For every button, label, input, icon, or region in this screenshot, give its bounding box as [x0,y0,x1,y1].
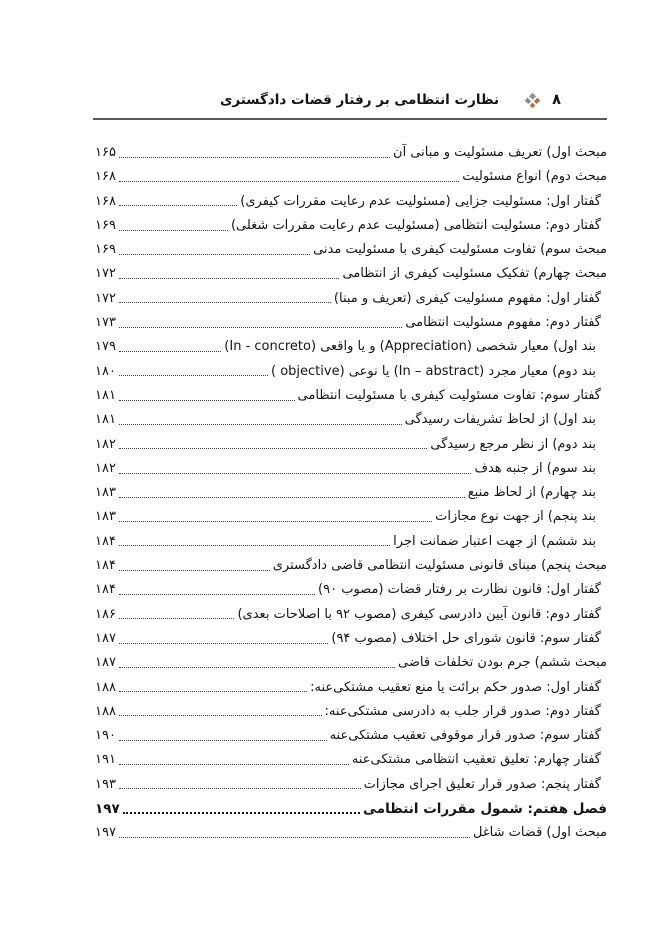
dot-leader [119,375,268,376]
toc-row [95,360,607,384]
table-of-contents [95,141,607,846]
toc-entry-title: بند پنجم) از جهت نوع مجازات [435,509,596,525]
toc-entry-page-number: ۱۸۷ [95,655,116,671]
toc-row [95,821,607,845]
toc-entry-page-number: ۱۸۰ [95,363,116,379]
toc-entry-page-number: ۱۸۴ [95,533,116,549]
toc-entry-title: بند چهارم) از لحاظ منبع [467,485,596,501]
toc-entry-title: بند دوم) معیار مجرد (In – abstract) یا نوعی (objective ) [271,363,596,379]
toc-entry-page-number: ۱۹۳ [95,776,116,792]
dot-leader [119,278,340,279]
toc-row [95,724,607,748]
dot-leader [119,351,221,352]
toc-row [95,457,607,481]
dot-leader [119,327,402,328]
toc-row [95,627,607,651]
dot-leader [119,594,315,595]
dot-leader [119,643,328,644]
dot-leader [119,837,470,838]
toc-entry-page-number: ۱۶۸ [95,193,116,209]
toc-row [95,578,607,602]
running-head-title: نظارت انتظامی بر رفتار قضات دادگستری [220,92,500,108]
toc-row [95,165,607,189]
dot-leader [119,667,395,668]
toc-entry-title: گفتار سوم: صدور قرار موقوفی تعقیب مشتکی‌عنه [329,728,601,744]
toc-entry-title: بند ششم) از جهت اعتبار ضمانت اجرا [393,533,596,549]
toc-entry-page-number: ۱۸۲ [95,460,116,476]
toc-entry-title: فصل هفتم: شمول مقررات انتظامی [363,801,607,818]
page-number: ۸ [552,92,561,108]
toc-entry-page-number: ۱۶۸ [95,169,116,185]
toc-entry-page-number: ۱۶۹ [95,242,116,258]
dot-leader [119,570,270,571]
dot-leader [119,254,310,255]
toc-entry-page-number: ۱۸۲ [95,436,116,452]
dot-leader [119,448,427,449]
toc-entry-title: مبحث دوم) انواع مسئولیت [462,169,607,185]
toc-row [95,238,607,262]
toc-row [95,335,607,359]
dot-leader [119,497,465,498]
header-rule [93,118,607,120]
dot-leader [119,424,402,425]
dot-leader [119,473,472,474]
dot-leader [119,181,459,182]
toc-entry-page-number: ۱۷۹ [95,339,116,355]
toc-entry-title: گفتار سوم: تفاوت مسئولیت کیفری با مسئولیت انتظامی [297,387,601,403]
toc-row [95,651,607,675]
toc-entry-title: مبحث پنجم) مبنای قانونی مسئولیت انتظامی قاضی دادگستری [272,558,607,574]
dot-leader [119,764,349,765]
toc-row [95,505,607,529]
toc-row [95,773,607,797]
toc-row [95,700,607,724]
toc-entry-page-number: ۱۸۱ [95,412,116,428]
dot-leader [119,715,322,716]
toc-entry-title: گفتار اول: قانون نظارت بر رفتار قضات (مصوب ۹۰) [318,582,601,598]
toc-entry-page-number: ۱۹۷ [95,801,120,818]
toc-row [95,262,607,286]
toc-entry-page-number: ۱۸۳ [95,485,116,501]
toc-entry-title: بند اول) از لحاظ تشریفات رسیدگی [404,412,596,428]
toc-row [95,141,607,165]
toc-entry-page-number: ۱۸۸ [95,679,116,695]
toc-entry-title: گفتار پنجم: صدور قرار تعلیق اجرای مجازات [363,776,601,792]
toc-entry-page-number: ۱۶۹ [95,217,116,233]
dot-leader [119,691,307,692]
toc-row [95,287,607,311]
toc-row [95,797,607,821]
toc-entry-page-number: ۱۷۲ [95,266,116,282]
dot-leader [119,521,432,522]
dot-leader [119,302,331,303]
four-diamonds-icon [525,93,540,108]
toc-entry-title: مبحث ششم) جرم بودن تخلفات قاضی [398,655,607,671]
toc-row [95,214,607,238]
toc-entry-page-number: ۱۸۴ [95,558,116,574]
toc-entry-title: بند اول) معیار شخصی (Appreciation) و یا واقعی (In - concreto) [224,339,596,355]
toc-entry-title: گفتار سوم: قانون شورای حل اختلاف (مصوب ۹۴) [331,630,601,646]
toc-entry-title: گفتار اول: مسئولیت جزایی (مسئولیت عدم رعایت مقررات کیفری) [240,193,601,209]
toc-entry-page-number: ۱۸۱ [95,387,116,403]
toc-entry-page-number: ۱۷۲ [95,290,116,306]
toc-entry-page-number: ۱۶۵ [95,145,116,160]
toc-row [95,408,607,432]
dot-leader [119,230,228,231]
toc-row [95,530,607,554]
dot-leader [119,400,295,401]
toc-entry-page-number: ۱۹۰ [95,728,116,744]
toc-row [95,433,607,457]
toc-row [95,603,607,627]
toc-entry-title: گفتار اول: مفهوم مسئولیت کیفری (تعریف و مبنا) [333,290,601,306]
toc-entry-title: بند دوم) از نظر مرجع رسیدگی [430,436,596,452]
toc-entry-page-number: ۱۸۶ [95,606,116,622]
dot-leader [123,812,360,814]
toc-row [95,748,607,772]
toc-entry-title: مبحث اول) قضات شاغل [472,825,607,841]
dot-leader [119,788,361,789]
toc-entry-title: مبحث چهارم) تفکیک مسئولیت کیفری از انتظامی [342,266,607,282]
toc-entry-page-number: ۱۹۷ [95,825,116,841]
dot-leader [119,157,390,158]
toc-entry-title: گفتار دوم: قانون آیین دادرسی کیفری (مصوب ۹۲ با اصلاحات بعدی) [237,606,601,622]
dot-leader [119,740,327,741]
toc-entry-title: گفتار دوم: مفهوم مسئولیت انتظامی [405,315,601,331]
toc-entry-title: گفتار دوم: مسئولیت انتظامی (مسئولیت عدم رعایت مقررات شغلی) [230,217,601,233]
toc-entry-page-number: ۱۸۳ [95,509,116,525]
toc-entry-title: مبحث سوم) تفاوت مسئولیت کیفری با مسئولیت مدنی [313,242,607,258]
toc-row [95,190,607,214]
toc-row [95,384,607,408]
toc-entry-page-number: ۱۷۳ [95,315,116,331]
toc-entry-title: گفتار چهارم: تعلیق تعقیب انتظامی مشتکی‌عنه [351,752,601,768]
toc-entry-title: گفتار دوم: صدور قرار جلب به دادرسی مشتکی‌عنه: [324,703,601,719]
toc-entry-page-number: ۱۸۴ [95,582,116,598]
dot-leader [119,618,235,619]
toc-row [95,481,607,505]
toc-entry-page-number: ۱۸۸ [95,703,116,719]
dot-leader [119,545,390,546]
toc-entry-title: گفتار اول: صدور حکم برائت یا منع تعقیب مشتکی‌عنه: [310,679,601,695]
toc-entry-title: بند سوم) از جنبه هدف [474,460,596,476]
toc-row [95,554,607,578]
toc-entry-title: مبحث اول) تعریف مسئولیت و مبانی آن [393,145,607,160]
toc-entry-page-number: ۱۹۱ [95,752,116,768]
toc-row [95,311,607,335]
dot-leader [119,205,237,206]
running-head [95,90,561,110]
toc-row [95,676,607,700]
toc-entry-page-number: ۱۸۷ [95,630,116,646]
